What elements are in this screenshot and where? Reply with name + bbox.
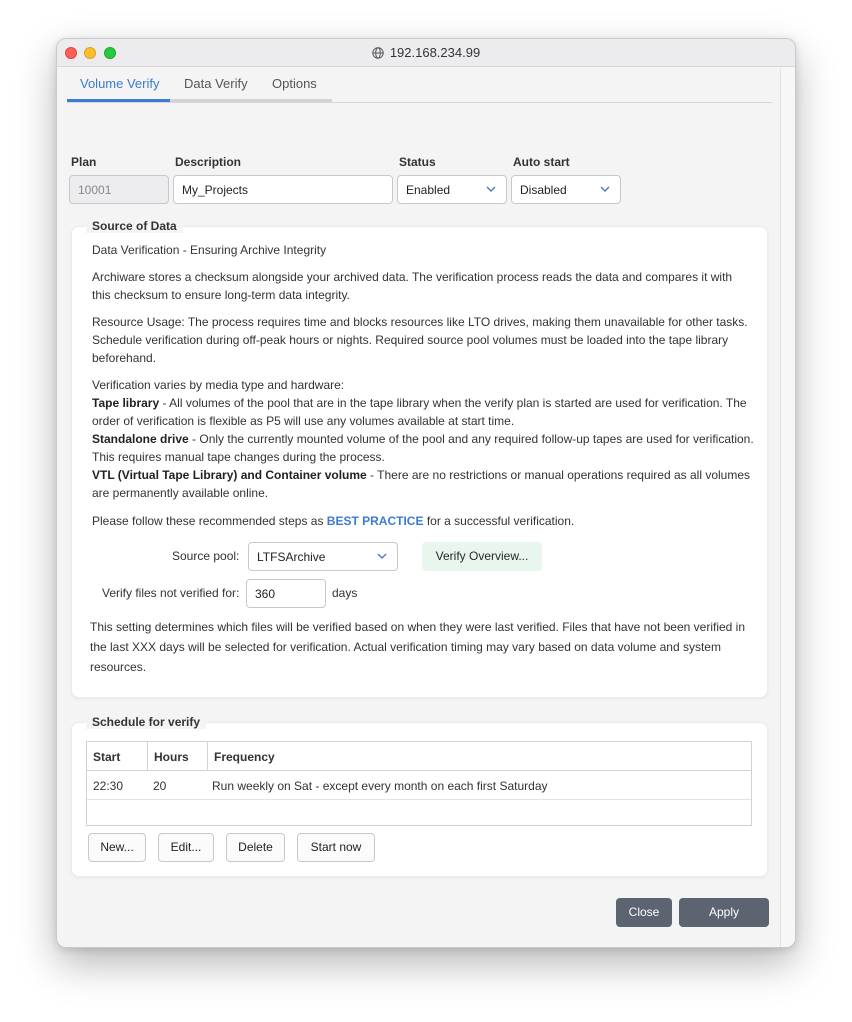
best-practice-line bbox=[92, 512, 754, 530]
verify-setting-note: This setting determines which files will be verified based on when they were last verified. Files that have not been verified in the last XXX days will be selected for verification. Actual verification timing may vary based on data volume and system resources. bbox=[90, 620, 746, 674]
plan-field: 10001 bbox=[69, 175, 169, 204]
dialog-window bbox=[56, 38, 796, 948]
tape-library-title: Tape library bbox=[92, 396, 160, 410]
standalone-drive-text: - Only the currently mounted volume of the pool and any required follow-up tapes are used for verification. This requires manual tape changes during the process. bbox=[92, 432, 754, 464]
verify-days-unit: days bbox=[332, 586, 358, 600]
autostart-label: Auto start bbox=[513, 155, 570, 169]
start-now-button[interactable]: Start now bbox=[297, 833, 375, 862]
new-schedule-button[interactable]: New... bbox=[88, 833, 146, 862]
title-bar bbox=[57, 39, 795, 67]
table-row[interactable] bbox=[87, 771, 751, 799]
chevron-down-icon bbox=[600, 185, 610, 193]
status-select[interactable] bbox=[397, 175, 507, 204]
chevron-down-icon bbox=[486, 185, 496, 193]
vtl-text: - There are no restrictions or manual operations required as all volumes are permanently available online. bbox=[92, 468, 751, 500]
dialog-content bbox=[57, 68, 782, 948]
column-header-frequency[interactable]: Frequency bbox=[214, 750, 275, 764]
tab-data-verify[interactable]: Data Verify bbox=[184, 76, 248, 91]
source-pool-value: LTFSArchive bbox=[257, 550, 326, 564]
media-variation-block bbox=[92, 376, 754, 502]
row-divider bbox=[87, 799, 751, 800]
vtl-item bbox=[92, 466, 754, 502]
tape-library-item bbox=[92, 394, 754, 430]
verify-overview-button[interactable]: Verify Overview... bbox=[422, 542, 542, 571]
best-practice-link[interactable]: BEST PRACTICE bbox=[326, 514, 424, 528]
chevron-down-icon bbox=[377, 552, 387, 560]
source-of-data-panel bbox=[71, 219, 768, 698]
row-hours: 20 bbox=[153, 779, 167, 793]
schedule-panel-legend: Schedule for verify bbox=[86, 715, 206, 729]
source-para-resource: Resource Usage: The process requires time and blocks resources like LTO drives, making them unavailable for other tasks. Schedule verification during off-peak hours or nights. Required source pool volumes must be loaded into the tape library beforehand. bbox=[92, 315, 748, 365]
globe-icon bbox=[372, 47, 384, 59]
tab-bar bbox=[67, 68, 772, 103]
best-practice-prefix: Please follow these recommended steps as bbox=[92, 514, 327, 528]
verify-days-label: Verify files not verified for: bbox=[102, 586, 240, 600]
row-frequency: Run weekly on Sat - except every month on each first Saturday bbox=[212, 779, 548, 793]
autostart-select[interactable] bbox=[511, 175, 621, 204]
schedule-panel bbox=[71, 715, 768, 877]
source-heading: Data Verification - Ensuring Archive Integrity bbox=[92, 243, 327, 257]
status-value: Enabled bbox=[406, 183, 451, 197]
window-title: 192.168.234.99 bbox=[389, 45, 481, 60]
edit-schedule-button[interactable]: Edit... bbox=[158, 833, 214, 862]
tab-options[interactable]: Options bbox=[272, 76, 317, 91]
description-field[interactable]: My_Projects bbox=[173, 175, 393, 204]
source-para-checksum: Archiware stores a checksum alongside your archived data. The verification process reads the data and compares it with this checksum to ensure long-term data integrity. bbox=[92, 270, 733, 302]
window-title-wrap bbox=[57, 45, 795, 60]
standalone-drive-item bbox=[92, 430, 754, 466]
source-pool-label: Source pool: bbox=[172, 549, 240, 563]
source-panel-legend: Source of Data bbox=[86, 219, 183, 233]
verify-days-input[interactable]: 360 bbox=[246, 579, 326, 608]
tape-library-text: - All volumes of the pool that are in the tape library when the verify plan is started are used for verification. The order of verification is flexible as P5 will use any volumes available at start time. bbox=[92, 396, 747, 428]
apply-button[interactable]: Apply bbox=[679, 898, 769, 927]
column-header-start[interactable]: Start bbox=[87, 742, 148, 771]
delete-schedule-button[interactable]: Delete bbox=[226, 833, 285, 862]
media-variation-intro: Verification varies by media type and hardware: bbox=[92, 378, 345, 392]
active-tab-indicator bbox=[67, 99, 170, 102]
standalone-drive-title: Standalone drive bbox=[92, 432, 189, 446]
tab-underline bbox=[67, 99, 332, 102]
close-button[interactable]: Close bbox=[616, 898, 672, 927]
best-practice-suffix: for a successful verification. bbox=[423, 514, 575, 528]
status-label: Status bbox=[399, 155, 436, 169]
schedule-table bbox=[86, 741, 752, 826]
column-header-hours[interactable]: Hours bbox=[148, 742, 208, 771]
tab-volume-verify[interactable]: Volume Verify bbox=[80, 76, 160, 91]
vertical-scrollbar[interactable] bbox=[780, 68, 795, 948]
autostart-value: Disabled bbox=[520, 183, 567, 197]
vtl-title: VTL (Virtual Tape Library) and Container volume bbox=[92, 468, 367, 482]
plan-label: Plan bbox=[71, 155, 97, 169]
description-label: Description bbox=[175, 155, 242, 169]
source-pool-select[interactable] bbox=[248, 542, 398, 571]
row-start: 22:30 bbox=[93, 779, 124, 793]
